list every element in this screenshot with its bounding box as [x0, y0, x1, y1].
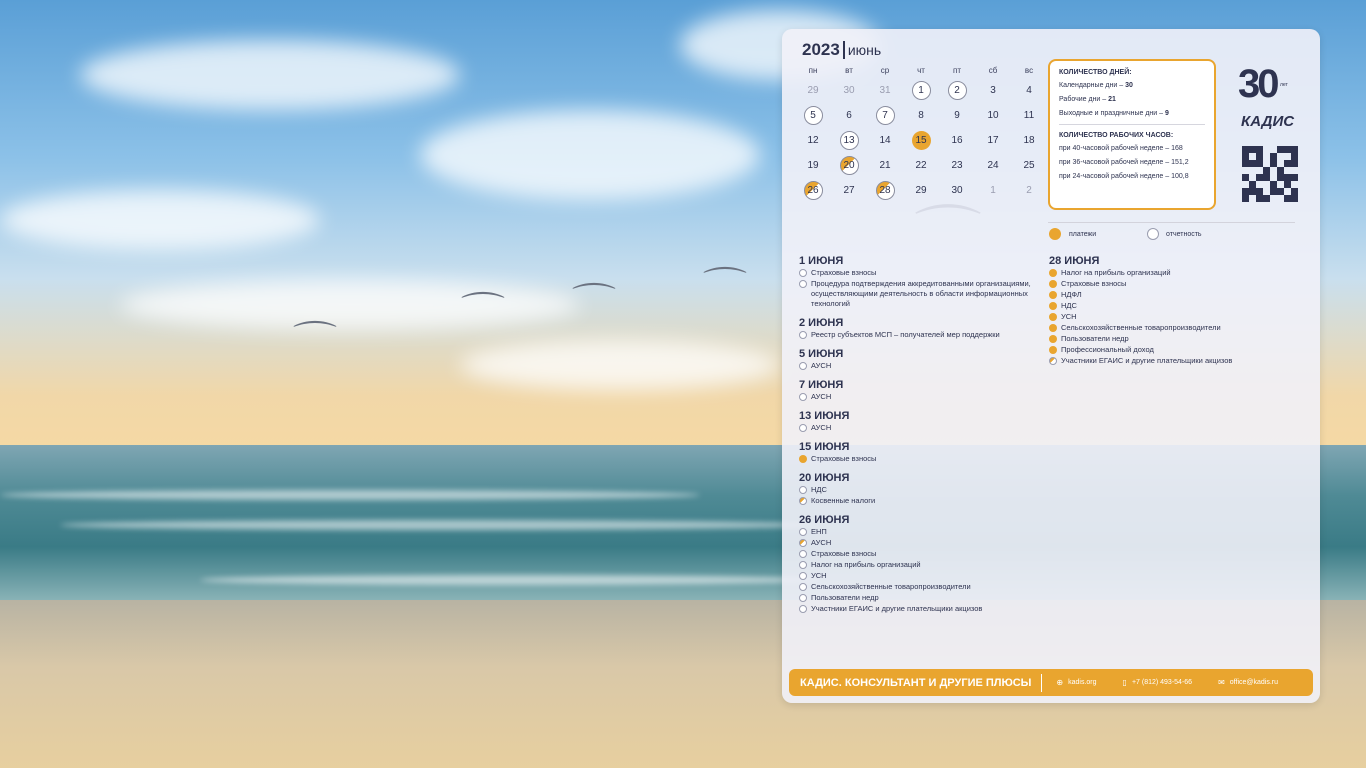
calendar-day[interactable] — [867, 81, 903, 100]
qr-module — [1249, 160, 1256, 167]
calendar-day[interactable] — [1011, 131, 1047, 150]
calendar-day[interactable] — [903, 181, 939, 200]
qr-module — [1242, 188, 1249, 195]
qr-module — [1291, 188, 1298, 195]
calendar-day-number: 22 — [915, 160, 927, 171]
qr-module — [1242, 181, 1249, 188]
event-date: 20 ИЮНЯ — [799, 472, 850, 484]
calendar-day-number: 21 — [879, 160, 891, 171]
event-item — [1049, 334, 1299, 344]
qr-module — [1249, 153, 1256, 160]
calendar-day-number: 1 — [912, 81, 931, 100]
calendar-days-row: Календарные дни – 30 — [1059, 82, 1133, 89]
calendar-day-number: 25 — [1023, 160, 1035, 171]
qr-module — [1242, 160, 1249, 167]
event-item — [1049, 301, 1299, 311]
qr-module — [1270, 181, 1277, 188]
calendar-week — [795, 178, 1047, 203]
event-group — [799, 379, 1039, 402]
reporting-dot-icon — [799, 486, 807, 494]
calendar-week — [795, 78, 1047, 103]
event-date: 7 ИЮНЯ — [799, 379, 844, 391]
event-item-label: АУСН — [811, 423, 832, 432]
hours-40-row: при 40-часовой рабочей неделе – 168 — [1059, 145, 1183, 152]
calendar-day[interactable] — [831, 181, 867, 200]
qr-module — [1270, 167, 1277, 174]
calendar-day[interactable] — [795, 156, 831, 175]
hours-24-row: при 24-часовой рабочей неделе – 100,8 — [1059, 173, 1189, 180]
calendar-week — [795, 103, 1047, 128]
calendar-day-number: 8 — [918, 110, 924, 121]
calendar-day-number: 20 — [840, 156, 859, 175]
event-item-label: Профессиональный доход — [1061, 345, 1154, 354]
event-group — [799, 410, 1039, 433]
holidays-row: Выходные и праздничные дни – 9 — [1059, 110, 1169, 117]
calendar-day-number: 6 — [846, 110, 852, 121]
event-group — [799, 317, 1039, 340]
payment-dot-icon — [1049, 291, 1057, 299]
event-item-label: АУСН — [811, 392, 832, 401]
event-item — [1049, 356, 1299, 366]
watermark-seagull-icon: ⌒ — [914, 201, 982, 264]
legend-divider — [1048, 222, 1295, 223]
event-item — [799, 604, 1039, 614]
calendar-day[interactable] — [975, 131, 1011, 150]
qr-module — [1270, 195, 1277, 202]
event-group — [799, 348, 1039, 371]
events-right-column — [1049, 255, 1299, 374]
cloud — [460, 340, 780, 390]
calendar-day-number: 11 — [1023, 110, 1035, 121]
event-date: 26 ИЮНЯ — [799, 514, 850, 526]
qr-module — [1284, 146, 1291, 153]
events-left-column — [799, 255, 1039, 622]
calendar-day[interactable] — [1011, 81, 1047, 100]
qr-module — [1270, 153, 1277, 160]
event-item-label: Пользователи недр — [811, 593, 879, 602]
calendar-day-number: 24 — [987, 160, 999, 171]
mixed-dot-icon — [799, 497, 807, 505]
phone-icon: ▯ — [1122, 678, 1127, 687]
weekday-label: сб — [988, 66, 998, 75]
mail-icon: ✉ — [1218, 678, 1225, 687]
event-item-label: ЕНП — [811, 527, 827, 536]
seagull-icon: ⌒ — [702, 266, 748, 304]
reporting-dot-icon — [799, 561, 807, 569]
qr-module — [1256, 153, 1263, 160]
payment-dot-icon — [1049, 313, 1057, 321]
event-item — [799, 268, 1039, 278]
event-item — [799, 549, 1039, 559]
calendar-day-number: 14 — [879, 135, 891, 146]
reporting-dot-icon — [799, 269, 807, 277]
qr-module — [1291, 160, 1298, 167]
qr-module — [1270, 146, 1277, 153]
event-item — [799, 571, 1039, 581]
event-group — [799, 472, 1039, 506]
calendar-day[interactable] — [795, 131, 831, 150]
event-item-label: АУСН — [811, 361, 832, 370]
event-item — [1049, 279, 1299, 289]
event-item-label: НДС — [1061, 301, 1077, 310]
event-item — [799, 330, 1039, 340]
qr-module — [1270, 174, 1277, 181]
event-item — [799, 423, 1039, 433]
calendar-day[interactable] — [939, 181, 975, 200]
cloud — [80, 40, 460, 110]
weekday-label: пн — [808, 66, 818, 75]
calendar-day-number: 7 — [876, 106, 895, 125]
calendar-day[interactable] — [975, 81, 1011, 100]
event-item — [1049, 268, 1299, 278]
qr-module — [1291, 181, 1298, 188]
event-date: 15 ИЮНЯ — [799, 441, 850, 453]
calendar-day[interactable] — [1011, 181, 1047, 200]
reporting-dot-icon — [799, 605, 807, 613]
payment-dot-icon — [1049, 269, 1057, 277]
event-item-label: Косвенные налоги — [811, 496, 876, 505]
reporting-dot-icon — [799, 572, 807, 580]
qr-module — [1242, 195, 1249, 202]
calendar-day[interactable] — [831, 156, 867, 175]
calendar-day-number: 2 — [1026, 185, 1032, 196]
weekday-label: вт — [845, 66, 853, 75]
qr-module — [1256, 167, 1263, 174]
qr-module — [1249, 181, 1256, 188]
event-item — [1049, 312, 1299, 322]
weekday-row — [795, 66, 1047, 78]
wave-foam — [60, 520, 820, 530]
reporting-dot-icon — [1147, 228, 1159, 240]
event-item-label: Пользователи недр — [1061, 334, 1129, 343]
reporting-dot-icon — [799, 583, 807, 591]
calendar-day[interactable] — [939, 156, 975, 175]
qr-module — [1277, 181, 1284, 188]
reporting-dot-icon — [799, 393, 807, 401]
qr-module — [1263, 146, 1270, 153]
qr-module — [1249, 174, 1256, 181]
header-divider — [843, 41, 845, 59]
weekday-label: вс — [1024, 66, 1034, 75]
payment-dot-icon — [1049, 302, 1057, 310]
calendar-day-number: 23 — [951, 160, 963, 171]
qr-module — [1256, 160, 1263, 167]
calendar-day[interactable] — [975, 106, 1011, 125]
qr-module — [1256, 174, 1263, 181]
qr-module — [1270, 160, 1277, 167]
mixed-dot-icon — [1049, 357, 1057, 365]
footer-site[interactable]: ⊕ kadis.org — [1056, 678, 1097, 687]
calendar-day-number: 27 — [843, 185, 855, 196]
reporting-dot-icon — [799, 528, 807, 536]
qr-module — [1291, 174, 1298, 181]
qr-module — [1263, 167, 1270, 174]
qr-module — [1291, 167, 1298, 174]
calendar-day[interactable] — [795, 106, 831, 125]
event-item-label: Страховые взносы — [811, 454, 877, 463]
event-item-label: Процедура подтверждения аккредитованными организациями, осуществляющими деятельность в области информационных технологий — [811, 279, 1031, 308]
payment-dot-icon — [1049, 280, 1057, 288]
calendar-day[interactable] — [795, 181, 831, 200]
calendar-day-number: 10 — [987, 110, 999, 121]
event-item-label: Участники ЕГАИС и другие плательщики акцизов — [811, 604, 983, 613]
legend-payments: платежи — [1069, 230, 1097, 238]
calendar-header — [802, 40, 881, 60]
calendar-day[interactable] — [1011, 156, 1047, 175]
qr-code-icon — [1242, 146, 1298, 202]
cloud — [420, 110, 760, 200]
event-item — [799, 485, 1039, 495]
calendar-panel — [782, 29, 1320, 703]
qr-module — [1256, 146, 1263, 153]
qr-module — [1242, 153, 1249, 160]
qr-module — [1284, 181, 1291, 188]
calendar-day[interactable] — [831, 131, 867, 150]
payment-dot-icon — [799, 455, 807, 463]
event-item-label: Налог на прибыль организаций — [811, 560, 921, 569]
qr-module — [1277, 195, 1284, 202]
qr-module — [1291, 153, 1298, 160]
logo-years: лет — [1280, 82, 1288, 88]
wave-foam — [200, 575, 820, 585]
wave-foam — [0, 490, 700, 500]
event-date: 13 ИЮНЯ — [799, 410, 850, 422]
event-item — [799, 560, 1039, 570]
calendar-day-number: 12 — [807, 135, 819, 146]
event-item-label: НДС — [811, 485, 827, 494]
work-hours-title: КОЛИЧЕСТВО РАБОЧИХ ЧАСОВ: — [1059, 132, 1174, 139]
qr-module — [1249, 146, 1256, 153]
calendar-day-number: 29 — [807, 85, 819, 96]
payment-dot-icon — [1049, 346, 1057, 354]
payment-dot-icon — [1049, 228, 1061, 240]
qr-module — [1249, 167, 1256, 174]
days-count-title: КОЛИЧЕСТВО ДНЕЙ: — [1059, 69, 1132, 76]
calendar-day-number: 1 — [990, 185, 996, 196]
footer-brand: КАДИС. КОНСУЛЬТАНТ И ДРУГИЕ ПЛЮСЫ — [800, 676, 1032, 689]
calendar-day[interactable] — [867, 131, 903, 150]
event-item — [799, 593, 1039, 603]
calendar-day-number: 19 — [807, 160, 819, 171]
event-item — [1049, 345, 1299, 355]
footer-divider — [1041, 674, 1042, 692]
hours-36-row: при 36-часовой рабочей неделе – 151,2 — [1059, 159, 1189, 166]
calendar-week — [795, 153, 1047, 178]
qr-module — [1284, 174, 1291, 181]
qr-module — [1256, 195, 1263, 202]
calendar-day-number: 5 — [804, 106, 823, 125]
event-item — [799, 538, 1039, 548]
seagull-icon: ⌒ — [571, 282, 617, 320]
event-item — [799, 361, 1039, 371]
calendar-day-number: 16 — [951, 135, 963, 146]
calendar-week — [795, 128, 1047, 153]
globe-icon: ⊕ — [1056, 678, 1064, 687]
work-days-row: Рабочие дни – 21 — [1059, 96, 1116, 103]
qr-module — [1284, 188, 1291, 195]
calendar-day[interactable] — [939, 81, 975, 100]
event-item — [799, 279, 1039, 309]
event-date: 5 ИЮНЯ — [799, 348, 844, 360]
info-box — [1048, 59, 1216, 210]
info-divider — [1059, 124, 1205, 125]
qr-module — [1242, 146, 1249, 153]
seagull-icon: ⌒ — [460, 291, 506, 329]
reporting-dot-icon — [799, 331, 807, 339]
calendar-day[interactable] — [867, 156, 903, 175]
event-item-label: Сельскохозяйственные товаропроизводители — [1061, 323, 1221, 332]
event-item — [799, 454, 1039, 464]
qr-module — [1242, 167, 1249, 174]
calendar-day-number: 15 — [912, 131, 931, 150]
event-group — [799, 255, 1039, 309]
qr-module — [1263, 174, 1270, 181]
footer-phone[interactable]: ▯ +7 (812) 493-54-66 — [1122, 678, 1193, 687]
cloud — [0, 190, 320, 250]
event-group — [799, 514, 1039, 614]
event-item-label: Страховые взносы — [811, 549, 877, 558]
calendar-day[interactable] — [903, 81, 939, 100]
payment-dot-icon — [1049, 324, 1057, 332]
event-item-label: АУСН — [811, 538, 832, 547]
logo-name: КАДИС — [1241, 113, 1295, 130]
qr-module — [1284, 167, 1291, 174]
footer-email[interactable]: ✉ office@kadis.ru — [1218, 678, 1279, 687]
calendar-grid — [795, 66, 1047, 203]
legend-reporting: отчетность — [1166, 230, 1202, 238]
event-item-label: Страховые взносы — [1061, 279, 1127, 288]
event-group — [1049, 255, 1299, 366]
logo-30: 30 — [1238, 62, 1277, 106]
qr-module — [1277, 153, 1284, 160]
event-date: 2 ИЮНЯ — [799, 317, 844, 329]
event-item — [1049, 323, 1299, 333]
mixed-dot-icon — [799, 539, 807, 547]
qr-module — [1277, 188, 1284, 195]
legend — [1049, 228, 1202, 240]
calendar-day[interactable] — [903, 106, 939, 125]
event-item-label: НДФЛ — [1061, 290, 1082, 299]
qr-module — [1249, 188, 1256, 195]
calendar-day[interactable] — [903, 156, 939, 175]
calendar-day-number: 13 — [840, 131, 859, 150]
event-item — [799, 582, 1039, 592]
calendar-month: июнь — [847, 42, 882, 58]
event-item-label: Страховые взносы — [811, 268, 877, 277]
calendar-day-number: 4 — [1026, 85, 1032, 96]
cloud — [120, 280, 580, 330]
event-date: 1 ИЮНЯ — [799, 255, 844, 267]
weekday-label: ср — [880, 66, 890, 75]
qr-module — [1291, 195, 1298, 202]
qr-module — [1277, 174, 1284, 181]
qr-module — [1263, 188, 1270, 195]
qr-module — [1291, 146, 1298, 153]
calendar-day[interactable] — [903, 131, 939, 150]
kadis-logo — [1238, 63, 1302, 133]
calendar-day[interactable] — [1011, 106, 1047, 125]
qr-module — [1263, 160, 1270, 167]
weekday-label: пт — [953, 66, 961, 75]
event-item-label: Сельскохозяйственные товаропроизводители — [811, 582, 971, 591]
event-item — [799, 496, 1039, 506]
event-item-label: УСН — [811, 571, 827, 580]
calendar-day[interactable] — [831, 106, 867, 125]
event-item-label: Участники ЕГАИС и другие плательщики акцизов — [1061, 356, 1233, 365]
calendar-day-number: 30 — [951, 185, 963, 196]
qr-module — [1277, 167, 1284, 174]
event-date: 28 ИЮНЯ — [1049, 255, 1100, 267]
event-item — [799, 527, 1039, 537]
qr-module — [1263, 195, 1270, 202]
qr-module — [1263, 153, 1270, 160]
event-item-label: Налог на прибыль организаций — [1061, 268, 1171, 277]
calendar-day-number: 28 — [876, 181, 895, 200]
event-item — [799, 392, 1039, 402]
calendar-day[interactable] — [795, 81, 831, 100]
qr-module — [1242, 174, 1249, 181]
calendar-day[interactable] — [831, 81, 867, 100]
calendar-day-number: 17 — [987, 135, 999, 146]
seagull-icon: ⌒ — [292, 320, 338, 358]
calendar-day-number: 18 — [1023, 135, 1035, 146]
calendar-day-number: 2 — [948, 81, 967, 100]
calendar-day[interactable] — [939, 131, 975, 150]
qr-module — [1263, 181, 1270, 188]
calendar-day-number: 26 — [804, 181, 823, 200]
reporting-dot-icon — [799, 594, 807, 602]
calendar-day[interactable] — [867, 181, 903, 200]
calendar-day[interactable] — [867, 106, 903, 125]
calendar-day[interactable] — [975, 156, 1011, 175]
qr-module — [1256, 181, 1263, 188]
calendar-day[interactable] — [975, 181, 1011, 200]
qr-module — [1284, 195, 1291, 202]
event-item-label: Реестр субъектов МСП – получателей мер поддержки — [811, 330, 1000, 339]
calendar-year: 2023 — [802, 40, 840, 59]
qr-module — [1256, 188, 1263, 195]
reporting-dot-icon — [799, 362, 807, 370]
qr-module — [1277, 146, 1284, 153]
event-item-label: УСН — [1061, 312, 1077, 321]
reporting-dot-icon — [799, 280, 807, 288]
qr-module — [1277, 160, 1284, 167]
calendar-day-number: 29 — [915, 185, 927, 196]
calendar-day-number: 31 — [879, 85, 891, 96]
payment-dot-icon — [1049, 335, 1057, 343]
qr-module — [1284, 160, 1291, 167]
calendar-day-number: 3 — [990, 85, 996, 96]
event-item — [1049, 290, 1299, 300]
event-group — [799, 441, 1039, 464]
reporting-dot-icon — [799, 550, 807, 558]
qr-module — [1270, 188, 1277, 195]
footer-bar — [789, 669, 1313, 696]
qr-module — [1284, 153, 1291, 160]
calendar-day-number: 9 — [954, 110, 960, 121]
weekday-label: чт — [917, 66, 925, 75]
calendar-day-number: 30 — [843, 85, 855, 96]
calendar-day[interactable] — [939, 106, 975, 125]
qr-module — [1249, 195, 1256, 202]
reporting-dot-icon — [799, 424, 807, 432]
